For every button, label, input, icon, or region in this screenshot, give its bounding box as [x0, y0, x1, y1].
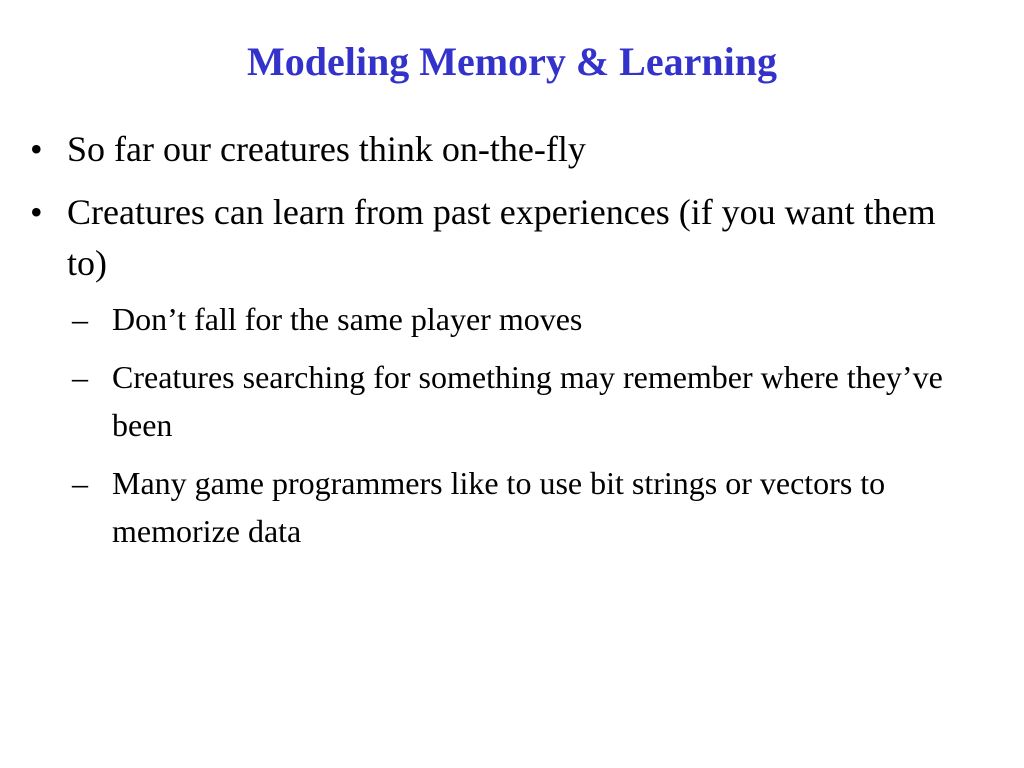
sub-bullet-marker: –: [72, 301, 88, 337]
bullet-text: Creatures can learn from past experiences (if you want them to): [67, 192, 936, 283]
sub-bullet-item: [67, 353, 984, 449]
slide-title: Modeling Memory & Learning: [247, 39, 777, 84]
sub-bullet-text: Many game programmers like to use bit strings or vectors to memorize data: [112, 465, 886, 549]
bullet-item: [24, 187, 984, 555]
sub-bullet-item: [67, 459, 984, 555]
sub-bullet-item: [67, 295, 984, 343]
bullet-marker: •: [30, 192, 43, 232]
sub-bullet-marker: –: [72, 465, 88, 501]
bullet-marker: •: [30, 129, 43, 169]
bullet-text: So far our creatures think on-the-fly: [67, 129, 586, 169]
sub-bullet-text: Don’t fall for the same player moves: [112, 301, 583, 337]
sub-bullet-list: [67, 295, 984, 555]
sub-bullet-text: Creatures searching for something may remember where they’ve been: [112, 359, 943, 443]
bullet-item: [24, 124, 984, 175]
bullet-list: [24, 124, 984, 567]
sub-bullet-marker: –: [72, 359, 88, 395]
